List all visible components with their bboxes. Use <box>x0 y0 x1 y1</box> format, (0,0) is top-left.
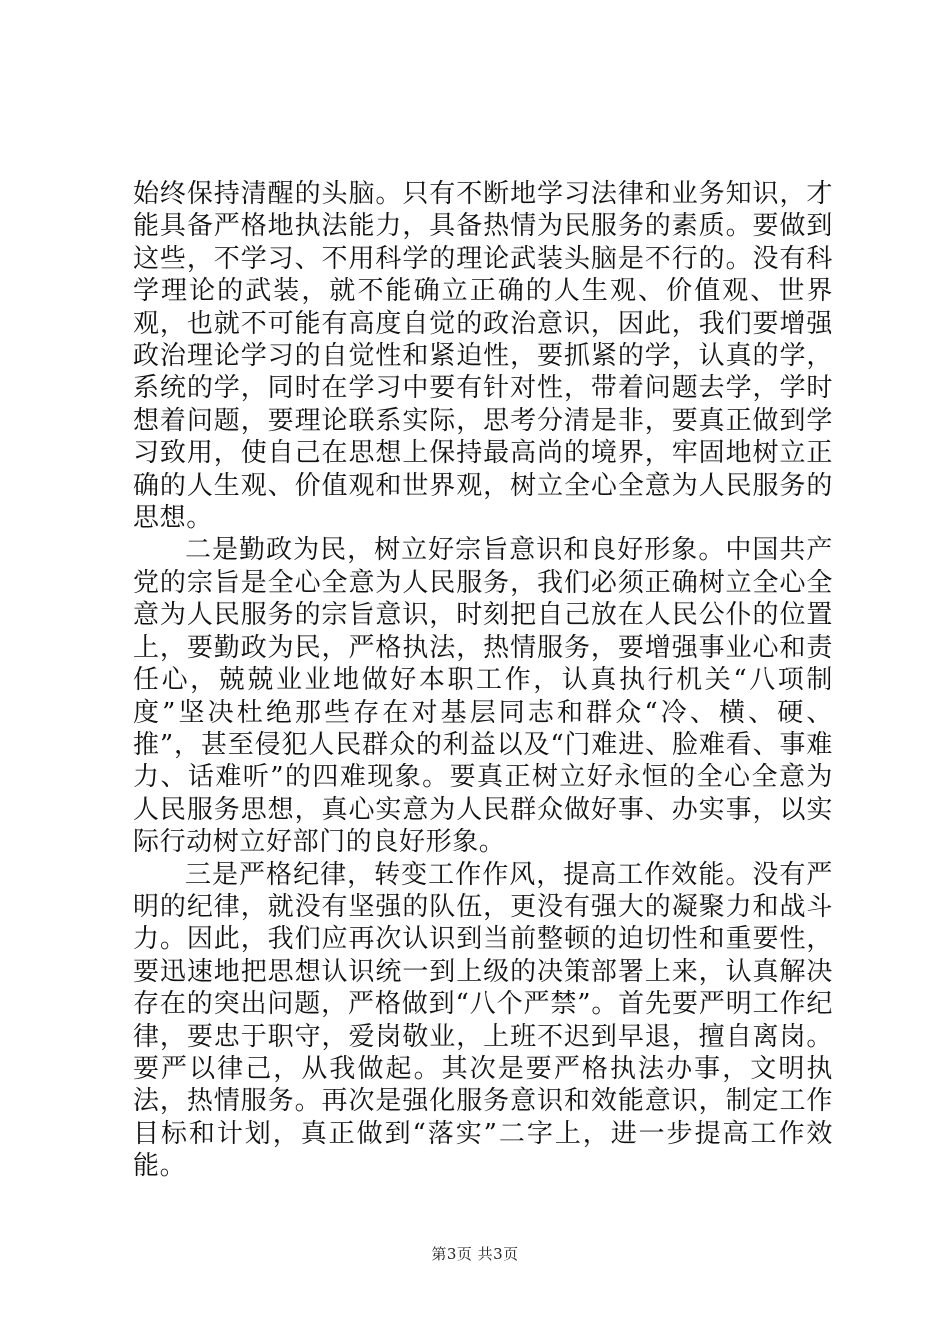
page-number: 第3页 共3页 <box>431 1245 519 1263</box>
paragraph-1: 始终保持清醒的头脑。只有不断地学习法律和业务知识，才能具备严格地执法能力，具备热情为民服务的素质。要做到这些，不学习、不用科学的理论武装头脑是不行的。没有科学理论的武装，就不能确立正确的人生观、价值观、世界观，也就不可能有高度自觉的政治意识，因此，我们要增强政治理论学习的自觉性和紧迫性，要抓紧的学，认真的学，系统的学，同时在学习中要有针对性，带着问题去学，学时想着问题，要理论联系实际，思考分清是非，要真正做到学习致用，使自己在思想上保持最高尚的境界，牢固地树立正确的人生观、价值观和世界观，树立全心全意为人民服务的思想。 <box>133 179 833 534</box>
document-body <box>133 178 833 1183</box>
paragraph-2: 二是勤政为民，树立好宗旨意识和良好形象。中国共产党的宗旨是全心全意为人民服务，我们必须正确树立全心全意为人民服务的宗旨意识，时刻把自己放在人民公仆的位置上，要勤政为民，严格执法，热情服务，要增强事业心和责任心，兢兢业业地做好本职工作，认真执行机关“八项制度”坚决杜绝那些存在对基层同志和群众“冷、横、硬、推”，甚至侵犯人民群众的利益以及“门难进、脸难看、事难力、话难听”的四难现象。要真正树立好永恒的全心全意为人民服务思想，真心实意为人民群众做好事、办实事，以实际行动树立好部门的良好形象。 <box>133 535 833 858</box>
paragraph-3: 三是严格纪律，转变工作作风，提高工作效能。没有严明的纪律，就没有坚强的队伍，更没有强大的凝聚力和战斗力。因此，我们应再次认识到当前整顿的迫切性和重要性，要迅速地把思想认识统一到上级的决策部署上来，认真解决存在的突出问题，严格做到“八个严禁”。首先要严明工作纪律，要忠于职守，爱岗敬业，上班不迟到早退，擅自离岗。要严以律己，从我做起。其次是要严格执法办事，文明执法，热情服务。再次是强化服务意识和效能意识，制定工作目标和计划，真正做到“落实”二字上，进一步提高工作效能。 <box>133 859 833 1182</box>
